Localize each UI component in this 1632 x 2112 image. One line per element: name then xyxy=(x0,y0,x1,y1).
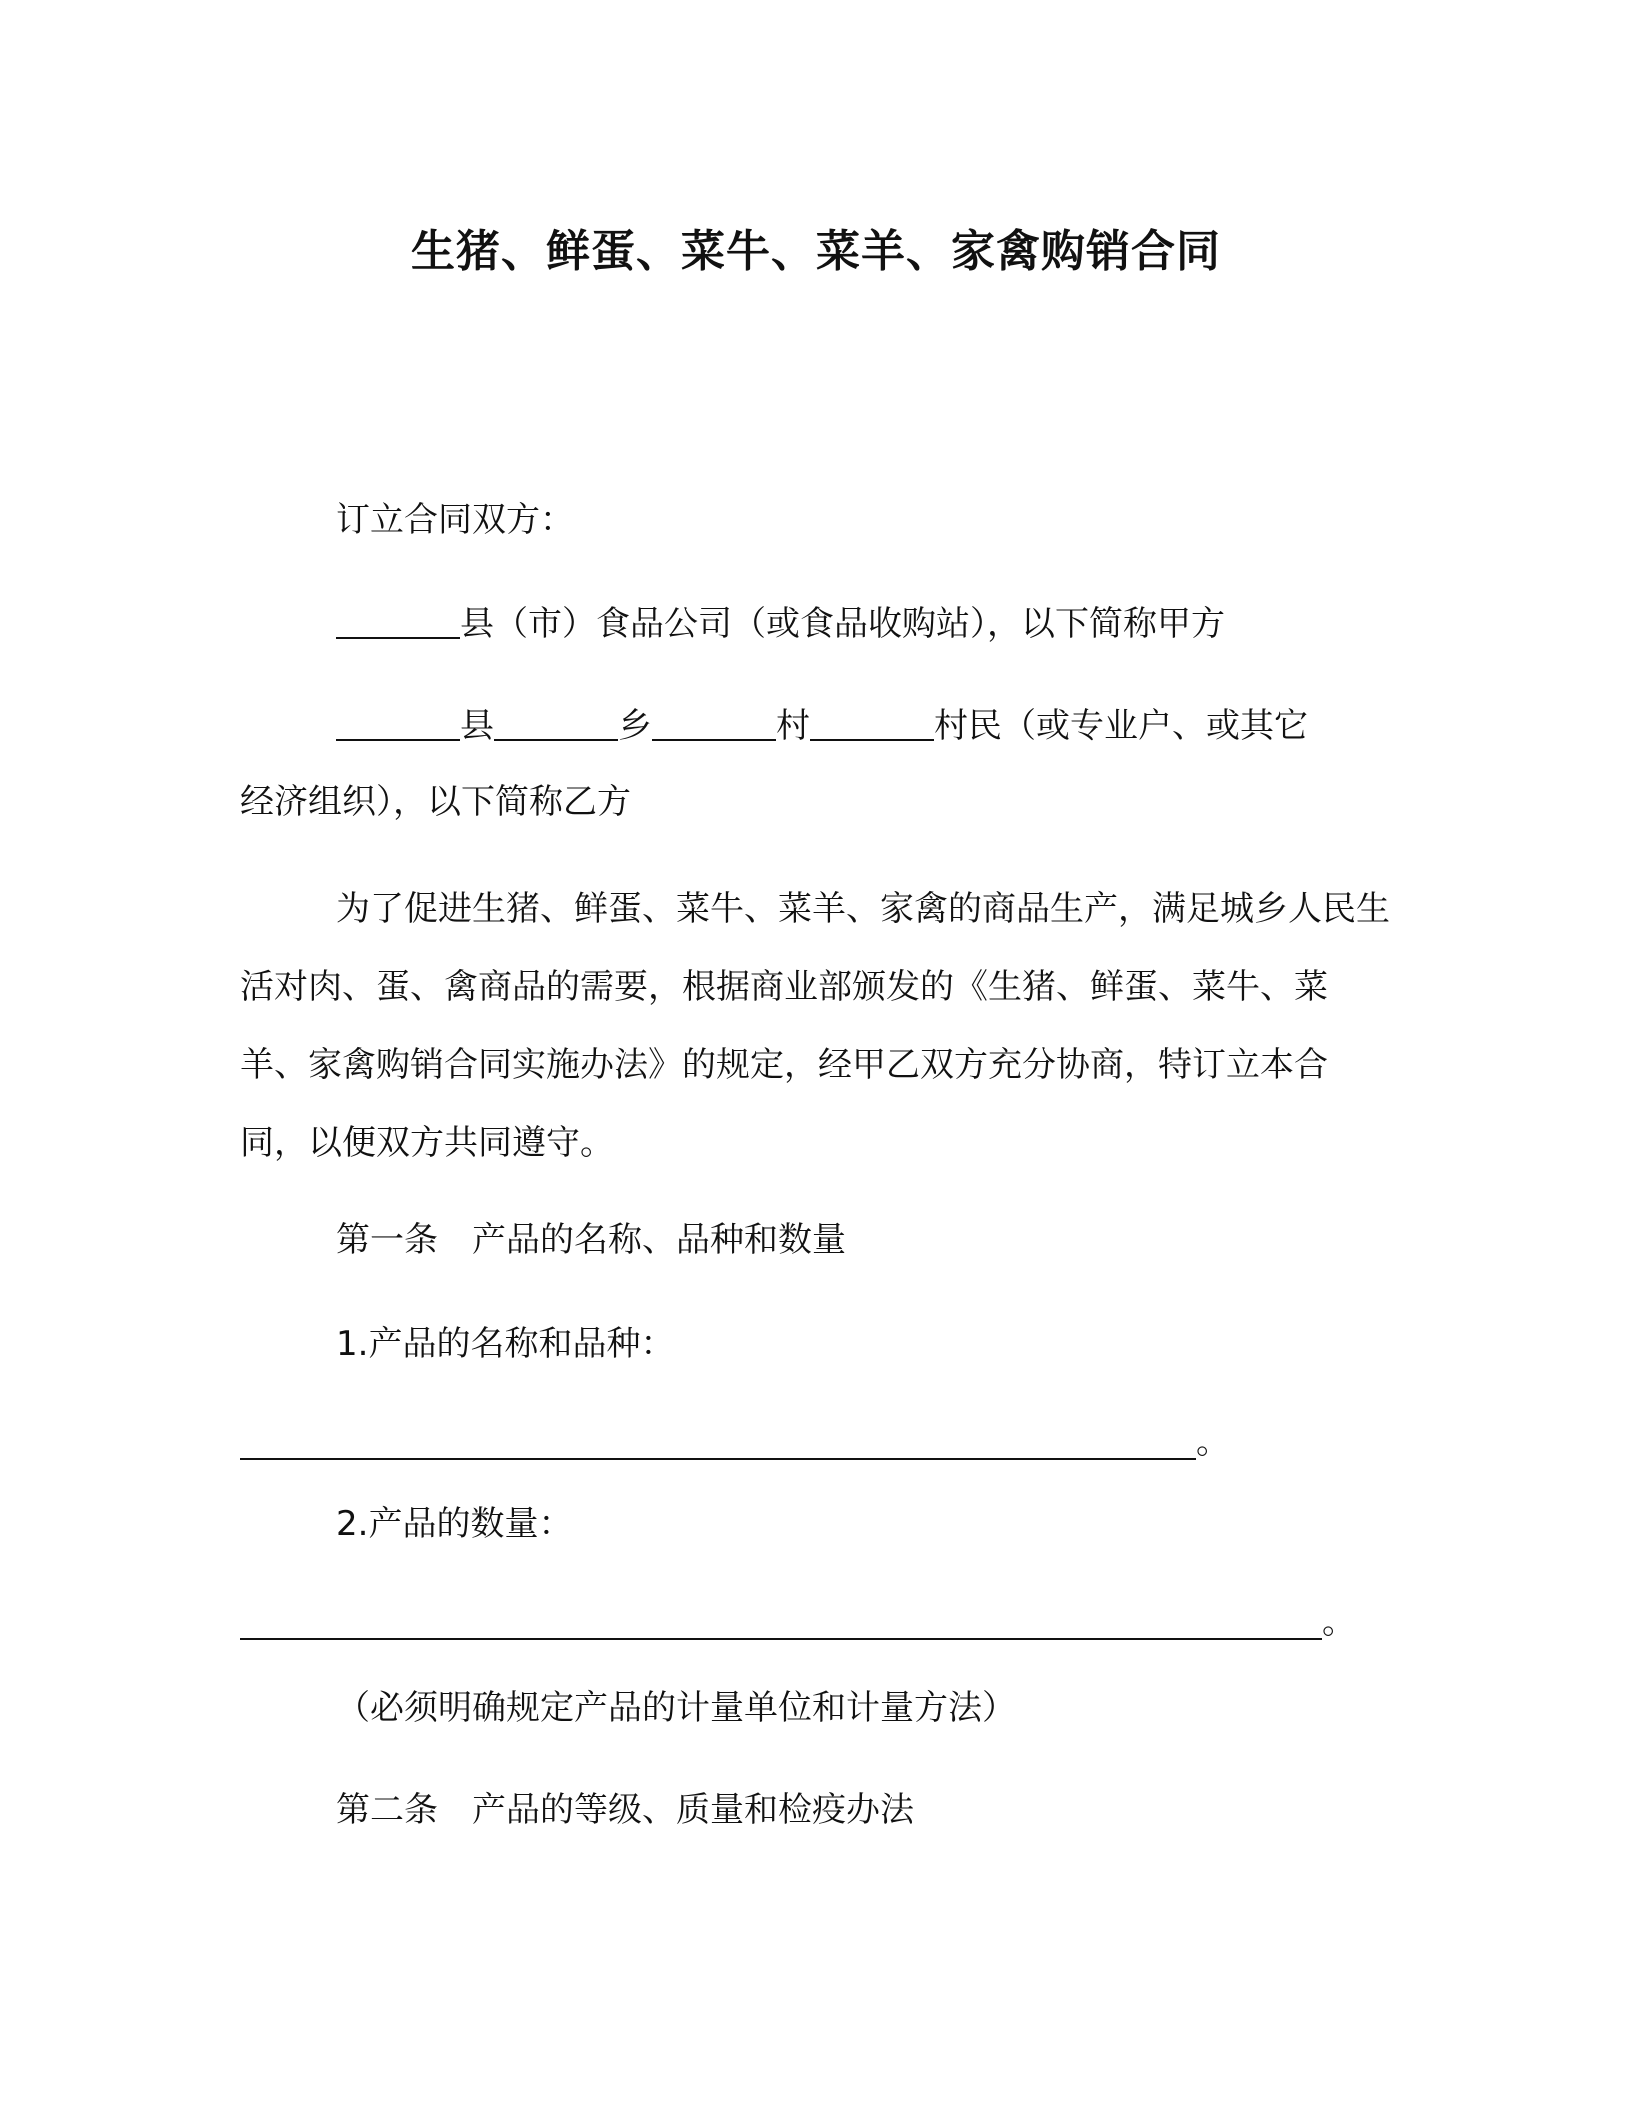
article-1-item-2-label: 2.产品的数量： xyxy=(336,1504,573,1544)
item-2-rule xyxy=(240,1608,1322,1640)
party-b-blank-4 xyxy=(810,709,934,741)
preamble-paragraph: 为了促进生猪、鲜蛋、菜牛、菜羊、家禽的商品生产，满足城乡人民生活对肉、蛋、禽商品的需要，根据商业部颁发的《生猪、鲜蛋、菜牛、菜羊、家禽购销合同实施办法》的规定，经甲乙双方充分协商，特订立本合同，以便双方共同遵守。 xyxy=(240,889,1390,1163)
article-1-item-2-fill-line xyxy=(240,1598,1356,1646)
article-1-item-1-fill-line xyxy=(240,1418,1230,1466)
item-1-rule xyxy=(240,1428,1196,1460)
party-b-township: 乡 xyxy=(618,706,652,746)
document-title: 生猪、鲜蛋、菜牛、菜羊、家禽购销合同 xyxy=(411,226,1221,277)
article-1-note: （必须明确规定产品的计量单位和计量方法） xyxy=(336,1688,1016,1728)
party-b-villager: 村民（或专业户、或其它 xyxy=(934,706,1308,746)
article-2-heading: 第二条 产品的等级、质量和检疫办法 xyxy=(336,1790,914,1830)
party-b-blank-3 xyxy=(652,709,776,741)
party-b-village: 村 xyxy=(776,706,810,746)
party-b-blank-1 xyxy=(336,709,460,741)
party-a-text: 县（市）食品公司（或食品收购站），以下简称甲方 xyxy=(460,604,1225,644)
party-b-county: 县 xyxy=(460,706,494,746)
party-a-blank xyxy=(336,607,460,639)
item-2-end: 。 xyxy=(1322,1602,1356,1642)
parties-label: 订立合同双方： xyxy=(336,500,574,540)
item-1-end: 。 xyxy=(1196,1422,1230,1462)
party-a-line xyxy=(336,600,1400,648)
party-b-blank-2 xyxy=(494,709,618,741)
party-b-line-2: 经济组织），以下简称乙方 xyxy=(240,782,631,822)
article-1-item-1-label: 1.产品的名称和品种： xyxy=(336,1324,675,1364)
party-b-line xyxy=(336,702,1400,750)
article-1-heading: 第一条 产品的名称、品种和数量 xyxy=(336,1220,846,1260)
